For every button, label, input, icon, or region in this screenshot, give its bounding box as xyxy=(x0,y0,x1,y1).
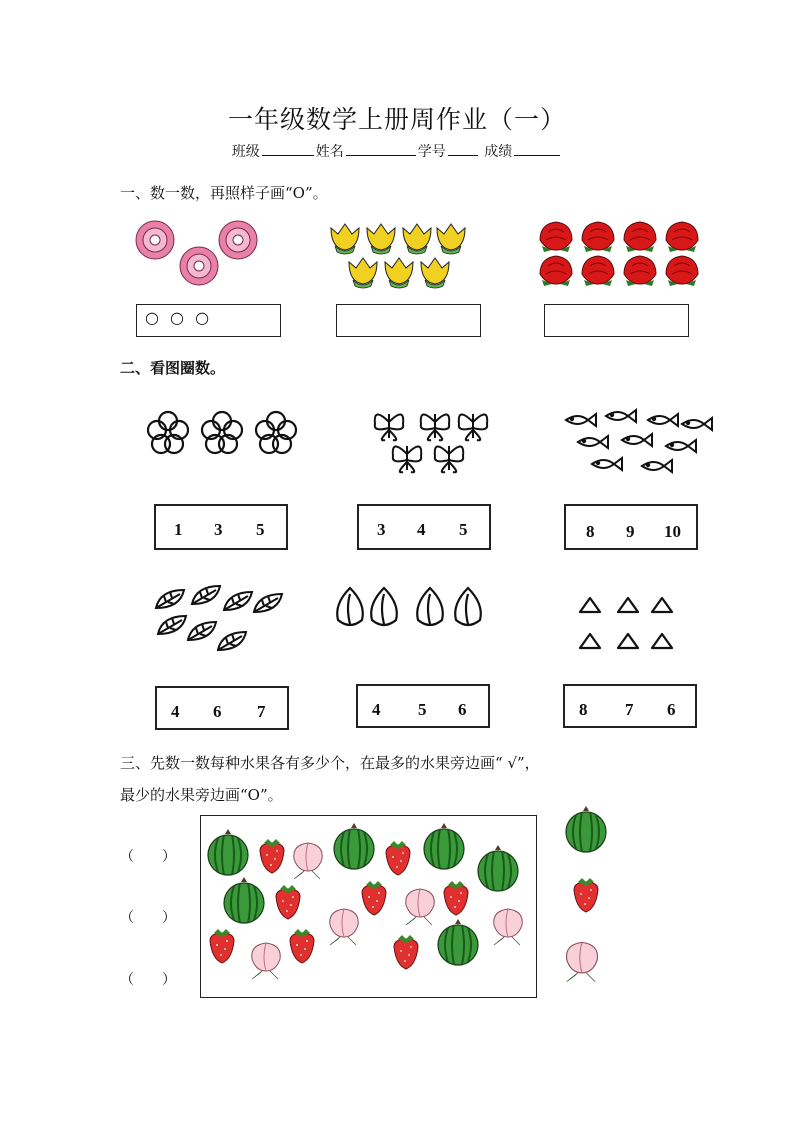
choice-box-6 xyxy=(563,684,697,728)
choice-number[interactable]: 4 xyxy=(417,520,426,539)
answer-box-flowers[interactable] xyxy=(136,304,281,337)
example-circles: ○ ○ ○ xyxy=(145,308,213,327)
choice-number[interactable]: 6 xyxy=(667,700,676,719)
choice-number[interactable]: 5 xyxy=(459,520,468,539)
name-blank[interactable] xyxy=(346,143,416,156)
answer-paren-3[interactable]: （ ） xyxy=(120,972,176,988)
choice-number[interactable]: 6 xyxy=(213,702,222,721)
answer-box-roses[interactable] xyxy=(544,304,689,337)
section3-heading-line2: 最少的水果旁边画“O”。 xyxy=(120,786,283,804)
section3-heading-line1: 三、先数一数每种水果各有多少个，在最多的水果旁边画“ √”， xyxy=(120,754,540,772)
choice-number[interactable]: 7 xyxy=(625,700,634,719)
flower-outlines-image xyxy=(142,404,302,460)
class-blank[interactable] xyxy=(262,143,314,156)
red-roses-image xyxy=(534,220,706,288)
choice-number[interactable]: 7 xyxy=(257,702,266,721)
choice-box-4 xyxy=(155,686,289,730)
choice-number[interactable]: 5 xyxy=(418,700,427,719)
id-label: 学号 xyxy=(417,144,446,160)
choice-number[interactable]: 4 xyxy=(372,700,381,719)
choice-number[interactable]: 3 xyxy=(377,520,386,539)
tulips-image xyxy=(329,220,469,290)
strawberry-legend-icon xyxy=(570,876,602,916)
watermelon-legend-icon xyxy=(564,804,608,856)
id-blank[interactable] xyxy=(448,143,478,156)
choice-box-3 xyxy=(564,504,698,550)
student-info-line xyxy=(0,141,794,161)
section1-heading: 一、数一数，再照样子画“O”。 xyxy=(120,184,328,202)
answer-paren-1[interactable]: （ ） xyxy=(120,849,176,865)
choice-number[interactable]: 1 xyxy=(174,520,183,539)
peach-legend-icon xyxy=(562,938,602,986)
choice-number[interactable]: 6 xyxy=(458,700,467,719)
triangles-image xyxy=(570,594,690,658)
leaves-image xyxy=(150,582,284,662)
score-blank[interactable] xyxy=(514,143,560,156)
fish-image xyxy=(560,404,712,484)
pink-flower xyxy=(136,221,174,259)
butterflies-image xyxy=(373,404,493,480)
score-label: 成绩 xyxy=(484,144,513,160)
choice-number[interactable]: 3 xyxy=(214,520,223,539)
answer-box-tulips[interactable] xyxy=(336,304,481,337)
page-title: 一年级数学上册周作业（一） xyxy=(227,105,566,134)
choice-number[interactable]: 8 xyxy=(586,522,595,541)
choice-box-1 xyxy=(154,504,288,550)
choice-number[interactable]: 4 xyxy=(171,702,180,721)
answer-paren-2[interactable]: （ ） xyxy=(120,910,176,926)
choice-box-5 xyxy=(356,684,490,728)
choice-number[interactable]: 9 xyxy=(626,522,635,541)
fruit-scene-image xyxy=(200,815,537,998)
choice-number[interactable]: 8 xyxy=(579,700,588,719)
name-label: 姓名 xyxy=(315,144,344,160)
choice-box-2 xyxy=(357,504,491,550)
pink-flowers-image xyxy=(133,216,263,288)
class-label: 班级 xyxy=(231,144,260,160)
choice-number[interactable]: 10 xyxy=(664,522,681,541)
choice-number[interactable]: 5 xyxy=(256,520,265,539)
peach-outlines-image xyxy=(334,584,486,634)
section2-heading: 二、看图圈数。 xyxy=(120,359,226,377)
